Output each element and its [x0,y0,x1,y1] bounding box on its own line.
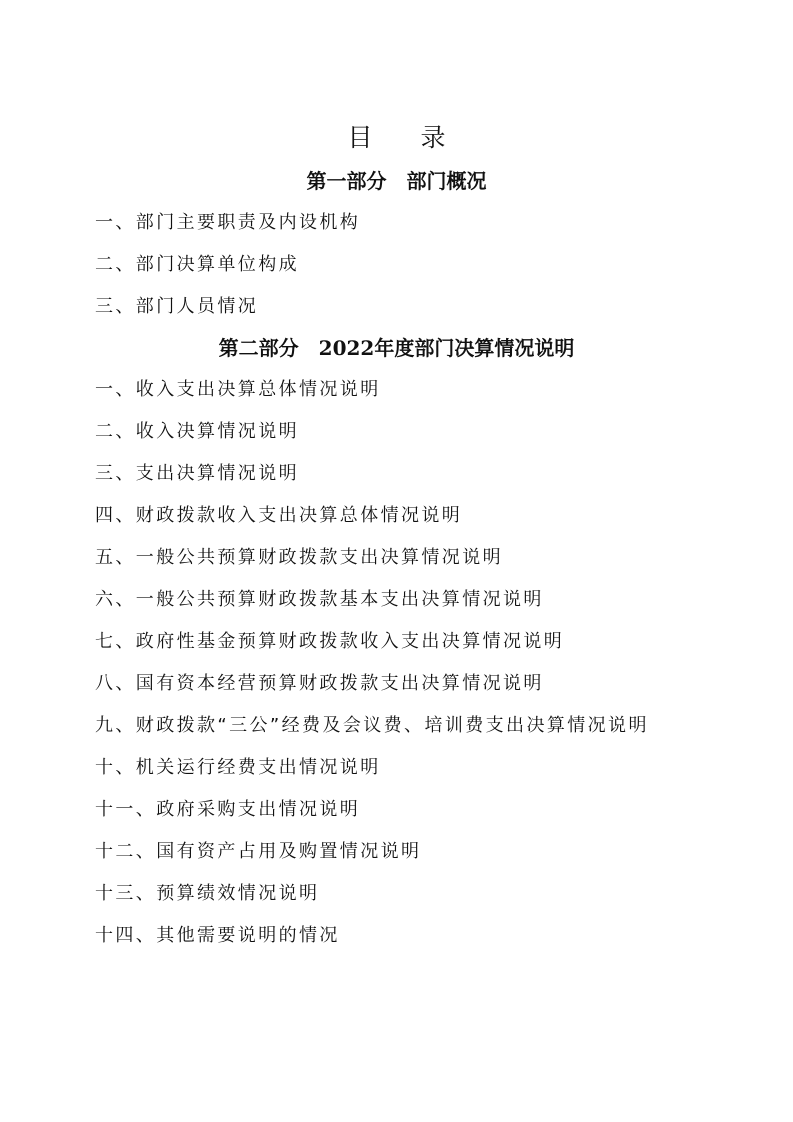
toc-item-part2-12: 十二、国有资产占用及购置情况说明 [95,841,422,862]
toc-item-part2-13: 十三、预算绩效情况说明 [95,883,320,904]
toc-item-part2-8: 八、国有资本经营预算财政拨款支出决算情况说明 [95,673,544,694]
toc-item-part2-14: 十四、其他需要说明的情况 [95,925,340,946]
toc-item-part1-1: 一、部门主要职责及内设机构 [95,212,361,233]
toc-item-part1-2: 二、部门决算单位构成 [95,254,299,275]
toc-item-part2-7: 七、政府性基金预算财政拨款收入支出决算情况说明 [95,631,565,652]
part1-list [95,202,360,328]
part2-heading: 第二部分 2022年度部门决算情况说明 [218,336,575,360]
toc-item-part2-5: 五、一般公共预算财政拨款支出决算情况说明 [95,547,503,568]
toc-item-part2-11: 十一、政府采购支出情况说明 [95,799,361,820]
part1-heading: 第一部分 部门概况 [306,169,487,193]
toc-item-part2-1: 一、收入支出决算总体情况说明 [95,379,381,400]
toc-title: 目 录 [347,123,466,152]
part2-list [95,369,649,957]
toc-item-part2-2: 二、收入决算情况说明 [95,421,299,442]
toc-item-part2-10: 十、机关运行经费支出情况说明 [95,757,381,778]
toc-item-part2-4: 四、财政拨款收入支出决算总体情况说明 [95,505,463,526]
toc-item-part2-9: 九、财政拨款“三公”经费及会议费、培训费支出决算情况说明 [95,715,649,736]
toc-item-part2-6: 六、一般公共预算财政拨款基本支出决算情况说明 [95,589,544,610]
toc-item-part1-3: 三、部门人员情况 [95,296,259,317]
toc-item-part2-3: 三、支出决算情况说明 [95,463,299,484]
